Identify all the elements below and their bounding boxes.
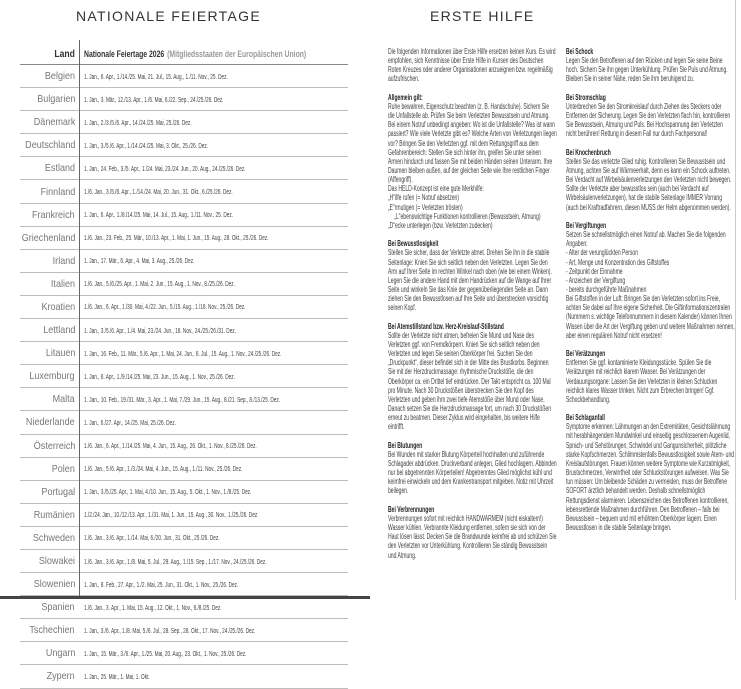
header-land: Land [54, 49, 75, 60]
country-name: Belgien [44, 70, 75, 83]
section-heading: Bei Stromschlag [566, 92, 606, 102]
country-name: Rumänien [33, 508, 75, 521]
holiday-dates: 1. Jan., 3. Mär., 12./13. Apr., 1./6. Mai, 6./22. Sep., 24./25./26. Dez. [84, 94, 224, 104]
section-heading: Bei Schock [566, 47, 594, 56]
table-row [20, 65, 348, 88]
section-text: Entfernen Sie ggf. kontaminierte Kleidungsstücke. Spülen Sie die Verätzungen mit reichlich klarem Wasser. Bei Verätzungen der Verdauungsorgane: Lassen Sie den Verletzten in kleinen Schlucken reichlich klares Wasser trinken. Nicht zum Erbrechen bringen! Ggf. Schockbehandlung. [566, 358, 718, 404]
first-aid-column-2 [566, 47, 735, 541]
holiday-dates: 1./6. Jan., 23. Feb., 25. Mär., 10./13. Apr., 1. Mai, 1. Jun., 15. Aug., 28. Okt., 25./26. Dez. [84, 233, 269, 243]
table-row [20, 411, 348, 434]
country-name: Griechenland [21, 231, 75, 244]
table-row [20, 550, 348, 573]
table-row [20, 157, 348, 180]
table-row [20, 134, 348, 157]
section-text: Bei Wunden mit starker Blutung Körperteil hochhalten und zuführende Schlagader abdrücken. Druckverband anlegen, Glied hochlagern. Abbinden nur bei abgetrennten Körperteilen! Abgetrenntes Glied möglichst kühl und keimfrei einwickeln und dem Krankentransport mitgeben. Notiz mit Uhrzeit beilegen. [388, 449, 557, 496]
section-heading: Bei Verbrennungen [388, 504, 435, 514]
table-row [20, 642, 348, 665]
section-heading: Bei Schlaganfall [566, 413, 605, 423]
first-aid-section [566, 93, 735, 139]
table-row [20, 365, 348, 388]
first-aid-section [566, 148, 735, 212]
holiday-dates: 1. Jan., 3./5./6. Apr., 1./4. Mai, 23./24. Jun., 18. Nov., 24./25./26./31. Dez. [84, 325, 236, 335]
country-name: Bulgarien [36, 93, 75, 106]
section-heading: Bei Knochenbruch [566, 147, 611, 157]
page-title-erste-hilfe: ERSTE HILFE [430, 8, 535, 24]
country-name: Litauen [45, 347, 75, 360]
table-row [20, 88, 348, 111]
page-edge [735, 0, 736, 600]
holiday-dates: 1. Jan., 3./5./6. Apr., 1./14./24./25. Mai, 3. Okt., 25./26. Dez. [84, 140, 209, 150]
section-text: Setzen Sie schnellstmöglich einen Notruf ab. Machen Sie die folgenden Angaben: [566, 230, 726, 249]
table-row [20, 342, 348, 365]
section-text: Sollte der Verletzte nicht atmen, befreien Sie Mund und Nase des Verletzten ggf. von Fremdkörpern. Knien Sie sich seitlich neben den Verletzten und legen Sie seinen Oberkörper frei. Suchen Sie den „Druckpunkt“, dieser befindet sich in der Mitte des Brustkorbs. Beginnen Sie mit der Herzdruckmassage: rhythmische Druckstöße, die den Oberkörper ca. ein Drittel tief eindrücken. Der Takt entspricht ca. 100 Mal pro Minute. Nach 30 Druckstößen überstrecken Sie den Kopf des Verletzten und geben ihm zwei tiefe Atemstöße über Mund oder Nase. Danach setzen Sie die Herzdruckmassage fort, um nach 30 Druckstößen erneut zu beatmen. Dieser Zyklus wird eingehalten, bis weitere Hilfe eintrifft. [388, 330, 552, 432]
first-aid-section [388, 322, 557, 432]
holiday-dates: 1. Jan., 16. Feb., 11. Mär., 5./6. Apr., 1. Mai, 24. Jun., 6. Jul., 15. Aug., 1. Nov., 24./25./26. Dez. [84, 348, 282, 358]
holiday-dates: 1. Jan., 25. Mär., 1. Mai, 1. Okt. [84, 671, 150, 681]
page-bottom-rule [0, 596, 370, 599]
country-name: Deutschland [24, 139, 75, 152]
table-row [20, 250, 348, 273]
country-name: Slowakei [38, 555, 75, 568]
first-aid-section [388, 441, 557, 496]
section-text: Unterbrechen Sie den Stromkreislauf durch Ziehen des Steckers oder Entfernen der Sicherung. Legen Sie den Verletzten flach hin, kontrollieren Sie Bewusstsein, Atmung und Puls. Bei Hochspannung den Verletzten nicht berühren! Rettung in diesem Fall nur durch Fachpersonal! [566, 101, 731, 139]
section-text: Verbrennungen sofort mit reichlich HANDWARMEM (nicht eiskaltem!) Wasser kühlen. Verbrannte Kleidung entfernen, sofern sie sich von der Haut lösen lässt. Decken Sie die Brandwunde keimfrei ab und schützen Sie den Verletzten vor Unterkühlung. Kontrollieren Sie ständig Bewusstsein und Atmung. [388, 513, 557, 560]
first-aid-section [566, 413, 735, 532]
holiday-dates: 1./6. Jan., 3./6. Apr., 1./14. Mai, 6./20. Jun., 31. Okt., 25./26. Dez. [84, 533, 220, 543]
country-name: Finnland [40, 185, 75, 198]
header-title [84, 45, 306, 64]
table-row [20, 111, 348, 134]
first-aid-section [388, 505, 557, 560]
holiday-dates: 1./6. Jan., 3./6. Apr., 1./8. Mai, 5. Jul., 29. Aug., 1./15. Sep., 1./17. Nov., 24./25./26. Dez. [84, 556, 267, 566]
section-text: Ruhe bewahren. Eigenschutz beachten (z. B. Handschuhe). Sichern Sie die Unfallstelle ab. Prüfen Sie beim Verletzten Bewusstsein und Atmung. Bei einem Notruf unbedingt angeben: Wo ist die Unfallstelle? Was ist wann passiert? Wie viele Verletzte gibt es? Welche Arten von Verletzungen liegen vor? Bringen Sie den Verletzten ggf. mit dem Rettungsgriff aus dem Gefahrenbereich: Stellen Sie sich hinter ihn, greifen Sie unter seinen Armen hindurch und fassen Sie mit beiden Händen seinen Unterarm. Ihre Daumen bleiben außen, auf der gleichen Seite wie Ihre restlichen Finger (Affengriff). [388, 101, 557, 185]
country-name: Zypern [46, 670, 75, 683]
country-name: Schweden [32, 531, 75, 544]
table-divider [79, 40, 80, 597]
section-heading: Bei Bewusstlosigkeit [388, 239, 439, 249]
first-aid-section [566, 47, 735, 84]
first-aid-section [566, 221, 735, 340]
country-name: Dänemark [33, 116, 75, 129]
table-row [20, 204, 348, 227]
holiday-dates: 1./6. Jan., 3./5./6. Apr., 1./14./24. Mai, 20. Jun., 31. Okt., 6./25./26. Dez. [84, 187, 233, 197]
holiday-dates: 1./6. Jan., 6. Apr., 1./14./25. Mai, 4. Jun., 15. Aug., 26. Okt., 1. Nov., 8./25./26. Dez. [84, 441, 257, 451]
first-aid-section [388, 47, 557, 84]
country-name: Portugal [41, 485, 75, 498]
country-name: Österreich [33, 439, 75, 452]
list-item: „E“rmutigen (= Verletzten trösten) [388, 202, 463, 212]
section-text: Das HELD-Konzept ist eine gute Merkhilfe: [388, 184, 484, 194]
holiday-dates: 1. Jan., 6. Apr., 1./9./14./25. Mai, 23. Jun., 15. Aug., 1. Nov., 25./26. Dez. [84, 371, 235, 381]
first-aid-section [388, 239, 557, 312]
holiday-dates: 1. Jan., 8. Feb., 27. Apr., 1./2. Mai, 25. Jun., 31. Okt., 1. Nov., 25./26. Dez. [84, 579, 239, 589]
holiday-dates: 1. Jan., 10. Feb., 19./31. Mär., 3. Apr., 1. Mai, 7./29. Jun., 15. Aug., 8./21. Sep., 8./13./25. Dez. [84, 394, 281, 404]
holiday-dates: 1. Jan., 3./5./25. Apr., 1. Mai, 4./10. Jun., 15. Aug., 5. Okt., 1. Nov., 1./8./25. Dez. [84, 487, 252, 497]
country-name: Lettland [42, 324, 75, 337]
table-row [20, 527, 348, 550]
holiday-dates: 1. Jan., 2./3./5./6. Apr., 14./24./25. Mai, 25./26. Dez. [84, 117, 192, 127]
section-text: Symptome erkennen: Lähmungen an den Extremitäten, Gesichtslähmung mit herabhängendem Mundwinkel und einseitig geschlossenem Augenlid, Sprach- und Sehstörungen, Schwindel und Gangunsicherheit, plötzliche starke Kopfschmerzen. Schlimmstenfalls Bewusstlosigkeit sowie Atem- und Kreislaufstörungen. Frauen können weitere Symptome wie Kurzatmigkeit, Brustschmerzen, Verwirrtheit oder Schluckstörungen aufweisen. Was Sie tun müssen: Um bleibende Schäden zu vermeiden, muss der Betroffene SOFORT ärztlich behandelt werden. Deshalb schnellstmöglich Rettungsdienst alarmieren. Lebenszeichen des Betroffenen kontrollieren, lebensrettende Maßnahmen durchführen. Den Betroffenen – falls bei Bewusstsein – bequem und mit erhöhtem Oberkörper lagern. Einen Bewusstlosen in die stabile Seitenlage bringen. [566, 422, 735, 533]
holiday-dates: 1. Jan., 15. Mär., 3./6. Apr., 1./25. Mai, 20. Aug., 23. Okt., 1. Nov., 25./26. Dez. [84, 648, 247, 658]
holiday-dates: 1. Jan., 3./6. Apr., 1./8. Mai, 5./6. Jul., 28. Sep., 28. Okt., 17. Nov., 24./25./26. Dez. [84, 625, 256, 635]
country-name: Polen [51, 462, 75, 475]
country-name: Kroatien [41, 300, 75, 313]
holiday-dates: 1./2./24. Jan., 10./12./13. Apr., 1./31. Mai, 1. Jun., 15. Aug., 30. Nov., 1./25./26. Dez. [84, 510, 259, 520]
holiday-dates: 1. Jan., 24. Feb., 3./5. Apr., 1./24. Mai, 23./24. Jun., 20. Aug., 24./25./26. Dez. [84, 163, 246, 173]
country-name: Irland [52, 254, 75, 267]
section-text: Die folgenden Informationen über Erste Hilfe ersetzen keinen Kurs. Es wird empfohlen, sich Kenntnisse über Erste Hilfe in Kursen des Deutschen Roten Kreuzes oder anderer Organisationen anzueignen bzw. regelmäßig aufzufrischen. [388, 47, 556, 84]
holiday-dates: 1. Jan., 6./27. Apr., 14./25. Mai, 25./26. Dez. [84, 417, 176, 427]
table-row [20, 665, 348, 688]
first-aid-column-1 [388, 47, 557, 569]
table-row [20, 319, 348, 342]
table-row [20, 180, 348, 203]
section-heading: Bei Vergiftungen [566, 220, 607, 230]
country-name: Ungarn [45, 647, 75, 660]
list-item: - Anzeichen der Vergiftung [566, 275, 626, 285]
list-item: - Alter der verunglückten Person [566, 248, 638, 258]
country-name: Italien [50, 277, 75, 290]
country-name: Tschechien [29, 624, 75, 637]
list-item: - Art, Menge und Konzentration des Giftstoffes [566, 257, 670, 267]
section-heading: Bei Atemstillstand bzw. Herz-Kreislauf-Stillstand [388, 321, 504, 331]
section-text: Bei Giftstoffen in der Luft: Bringen Sie den Verletzten sofort ins Freie, achten Sie dabei auf Ihre eigene Sicherheit. Die Giftinformationszentralen (Nummern s. wichtige Telefonnummern in diesem Kalender) können Ihnen Wissen über die Art der Vergiftung geben und weitere Maßnahmen nennen, aber einen regulären Notruf nicht ersetzen! [566, 294, 735, 340]
section-heading: Bei Verätzungen [566, 349, 606, 359]
page-title-feiertage: NATIONALE FEIERTAGE [76, 8, 261, 24]
table-row [20, 458, 348, 481]
table-header [20, 45, 348, 65]
header-title-main: Nationale Feiertage 2026 [84, 49, 165, 60]
holiday-dates: 1./6. Jan., 6. Apr., 1./30. Mai, 4./22. Jun., 5./15. Aug., 1./18. Nov., 25./26. Dez. [84, 302, 246, 312]
country-name: Niederlande [26, 416, 75, 429]
country-name: Luxemburg [29, 370, 75, 383]
table-row [20, 388, 348, 411]
table-row [20, 296, 348, 319]
section-text: Legen Sie den Betroffenen auf den Rücken und legen Sie seine Beine hoch. Sichern Sie ihn gegen Unterkühlung. Prüfen Sie Puls und Atmung. Bleiben Sie in seiner Nähe, reden Sie ihm beruhigend zu. [566, 56, 728, 84]
table-row [20, 619, 348, 642]
table-row [20, 273, 348, 296]
country-name: Frankreich [32, 208, 75, 221]
holiday-dates: 1./6. Jan., 5./6. Apr., 1./3./24. Mai, 4. Jun., 15. Aug., 1./11. Nov., 25./26. Dez. [84, 464, 243, 474]
section-text: Stellen Sie das verletzte Glied ruhig. Kontrollieren Sie Bewusstsein und Atmung, achten Sie auf Wärmeerhalt, denn es kann ein Schock auftreten. Bei Verdacht auf Wirbelsäulenverletzungen den Verletzten nicht bewegen. Sollte der Verletzte aber bewusstlos sein (auch bei Verdacht auf Wirbelsäulenverletzungen), hat die stabile Seitenlage IMMER Vorrang (auch bei Kraftradfahrern, diesen MUSS der Helm abgenommen werden). [566, 156, 732, 212]
first-aid-section [388, 93, 557, 230]
table-row [20, 504, 348, 527]
holiday-dates: 1. Jan., 17. Mär., 6. Apr., 4. Mai, 3. Aug., 25./26. Dez. [84, 256, 195, 266]
list-item: „H“ilfe rufen (= Notruf absetzen) [388, 193, 460, 203]
list-item: „D“ecke unterlegen (bzw. Verletzten zudecken) [388, 220, 493, 230]
list-item: „L“ebenswichtige Funktionen kontrollieren (Bewusstsein, Atmung) [394, 211, 541, 221]
country-name: Slowenien [33, 578, 75, 591]
first-aid-section [566, 349, 735, 404]
holiday-dates: 1./6. Jan., 5./6./25. Apr., 1. Mai, 2. Jun., 15. Aug., 1. Nov., 8./25./26. Dez. [84, 279, 235, 289]
header-subtitle: (Mitgliedsstaaten der Europäischen Union) [167, 49, 307, 60]
section-heading: Bei Blutungen [388, 440, 423, 450]
table-row [20, 227, 348, 250]
holiday-dates: 1./6. Jan., 3. Apr., 1. Mai, 15. Aug., 12. Okt., 1. Nov., 6./8./25. Dez. [84, 602, 222, 612]
list-item: - Zeitpunkt der Einnahme [566, 266, 623, 276]
holiday-dates: 1. Jan., 6. Apr., 1./14./25. Mai, 21. Jul., 15. Aug., 1./11. Nov., 25. Dez. [84, 71, 228, 81]
country-name: Estland [44, 162, 75, 175]
table-row [20, 573, 348, 596]
country-name: Malta [52, 393, 75, 406]
country-name: Spanien [41, 601, 75, 614]
table-row [20, 435, 348, 458]
table-row [20, 481, 348, 504]
holiday-table [20, 45, 348, 689]
list-item: - bereits durchgeführte Maßnahmen [566, 285, 647, 295]
holiday-dates: 1. Jan., 6. Apr., 1./8./14./25. Mai, 14. Jul., 15. Aug., 1./11. Nov., 25. Dez. [84, 210, 234, 220]
section-text: Stellen Sie sicher, dass der Verletzte atmet. Drehen Sie ihn in die stabile Seitenlage: Knien Sie sich seitlich neben den Verletzten. Legen Sie den Arm auf Ihrer Seite im rechten Winkel nach oben (wie bei einem Winken). Legen Sie die andere Hand mit dem Handrücken auf die Wange auf Ihrer Seite und winkeln Sie das Knie der gegenüberliegenden Seite an. Dann ziehen Sie den Bewusstlosen auf Ihre Seite und überstrecken vorsichtig seinen Kopf. [388, 248, 552, 313]
section-heading: Allgemein gilt: [388, 92, 423, 102]
